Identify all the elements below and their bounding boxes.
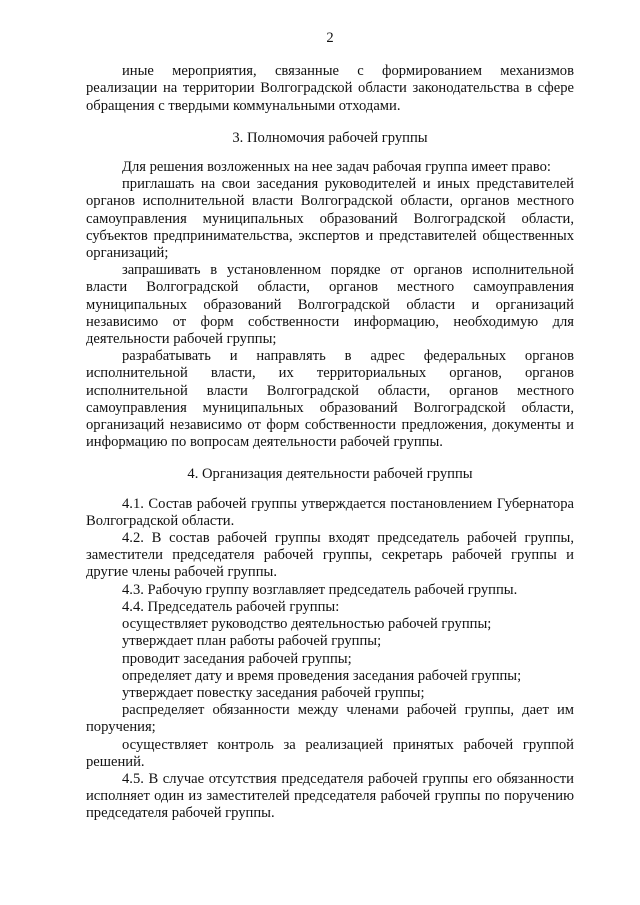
- clause-4-4: 4.4. Председатель рабочей группы:: [122, 598, 340, 615]
- chair-duty: определяет дату и время проведения заседания рабочей группы;: [122, 667, 522, 684]
- clause-4-5: 4.5. В случае отсутствия председателя рабочей группы его обязанности исполняет один из заместителей председателя рабочей группы по поручению председателя рабочей группы.: [86, 770, 574, 822]
- section-4-heading: 4. Организация деятельности рабочей группы: [187, 466, 473, 483]
- page-number: 2: [326, 30, 334, 46]
- document-page: [86, 30, 574, 823]
- section-3-lead: Для решения возложенных на нее задач рабочая группа имеет право:: [122, 159, 551, 176]
- chair-duty: осуществляет контроль за реализацией принятых рабочей группой решений.: [86, 736, 574, 770]
- section-3-item: приглашать на свои заседания руководителей и иных представителей органов исполнительной власти Волгоградской области, органов местного самоуправления муниципальных образований Волгоградской области, субъектов предпринимательства, экспертов и представителей общественных организаций;: [86, 176, 574, 262]
- clause-4-1: 4.1. Состав рабочей группы утверждается постановлением Губернатора Волгоградской области.: [86, 495, 574, 529]
- clause-4-2: 4.2. В состав рабочей группы входят председатель рабочей группы, заместители председателя рабочей группы, секретарь рабочей группы и другие члены рабочей группы.: [86, 530, 574, 581]
- section-3-heading: 3. Полномочия рабочей группы: [232, 129, 428, 146]
- section-3-item: разрабатывать и направлять в адрес федеральных органов исполнительной власти, их территориальных органов, органов исполнительной власти Волгоградской области, органов местного самоуправления муниципальных образований Волгоградской области, организаций независимо от форм собственности предложения, документы и информацию по вопросам деятельности рабочей группы.: [86, 348, 574, 451]
- chair-duty: осуществляет руководство деятельностью рабочей группы;: [122, 616, 492, 633]
- section-3-item: запрашивать в установленном порядке от органов исполнительной власти Волгоградской области, органов местного самоуправления муниципальных образований Волгоградской области и организаций независимо от форм собственности информацию, необходимую для деятельности рабочей группы;: [86, 262, 574, 348]
- chair-duty: распределяет обязанности между членами рабочей группы, дает им поручения;: [86, 702, 574, 736]
- clause-4-3: 4.3. Рабочую группу возглавляет председатель рабочей группы.: [122, 581, 518, 598]
- chair-duty: утверждает повестку заседания рабочей группы;: [122, 684, 425, 701]
- chair-duty: утверждает план работы рабочей группы;: [122, 633, 382, 650]
- chair-duty: проводит заседания рабочей группы;: [122, 650, 352, 667]
- intro-paragraph: иные мероприятия, связанные с формированием механизмов реализации на территории Волгоградской области законодательства в сфере обращения с твердыми коммунальными отходами.: [86, 63, 574, 114]
